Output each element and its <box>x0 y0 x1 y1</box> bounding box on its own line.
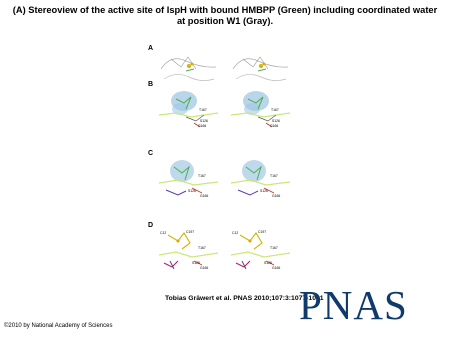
panel-c-left-label-t167: T167 <box>198 174 206 178</box>
panel-b-right-view <box>228 87 294 131</box>
panel-d-left-view <box>156 227 222 271</box>
panel-d-left-label-g166: G166 <box>200 266 209 270</box>
panel-c-right-label-t167: T167 <box>270 174 278 178</box>
panel-d-right-label-g166: G166 <box>272 266 281 270</box>
citation: Tobias Gräwert et al. PNAS 2010;107:3:1077-1081 <box>165 295 324 302</box>
panel-b-letter: B <box>148 81 154 88</box>
panel-d-left-label-c197: C197 <box>186 230 195 234</box>
panel-b-left-view <box>156 87 222 131</box>
panel-d-right-label-c12: C12 <box>232 231 239 235</box>
panel-c-letter: C <box>148 150 154 157</box>
panel-d-left-label-c12: C12 <box>160 231 167 235</box>
panel-b-right-label-s126: S126 <box>272 119 280 123</box>
panel-d-left-label-s125: S125 <box>192 261 200 265</box>
panel-b-left-label-g166: G166 <box>198 124 207 128</box>
panel-b-left-label-t167: T167 <box>199 108 207 112</box>
panel-a-letter: A <box>148 45 154 52</box>
panel-d-right-label-s125: S125 <box>264 261 272 265</box>
copyright-notice: ©2010 by National Academy of Sciences <box>4 323 113 329</box>
panel-d-right-label-t167: T167 <box>270 246 278 250</box>
panel-c-right-label-g166: G166 <box>272 194 281 198</box>
panel-c-left-label-g166: G166 <box>200 194 209 198</box>
panel-c-right-view <box>228 155 294 199</box>
panel-b-right-label-g166: G166 <box>270 124 279 128</box>
panel-c <box>156 155 296 199</box>
panel-c-left-label-s126: S126 <box>188 189 196 193</box>
panel-d-right-view <box>228 227 294 271</box>
panel-d-letter: D <box>148 222 154 229</box>
title-line-1: (A) Stereoview of the active site of IspH with bound HMBPP (Green) including coordinated water <box>12 5 438 15</box>
slide-title <box>0 5 450 27</box>
panel-d-left-label-t167: T167 <box>198 246 206 250</box>
pnas-logo: PNAS <box>299 282 408 328</box>
title-line-2: at position W1 (Gray). <box>176 16 274 26</box>
panel-d <box>156 227 296 271</box>
panel-b-left-label-s126: S126 <box>200 119 208 123</box>
stereo-figure <box>148 45 296 293</box>
panel-b-right-label-t167: T167 <box>271 108 279 112</box>
panel-c-right-label-s126: S126 <box>260 189 268 193</box>
panel-d-right-label-c197: C197 <box>258 230 267 234</box>
panel-b <box>156 87 296 131</box>
panel-c-left-view <box>156 155 222 199</box>
